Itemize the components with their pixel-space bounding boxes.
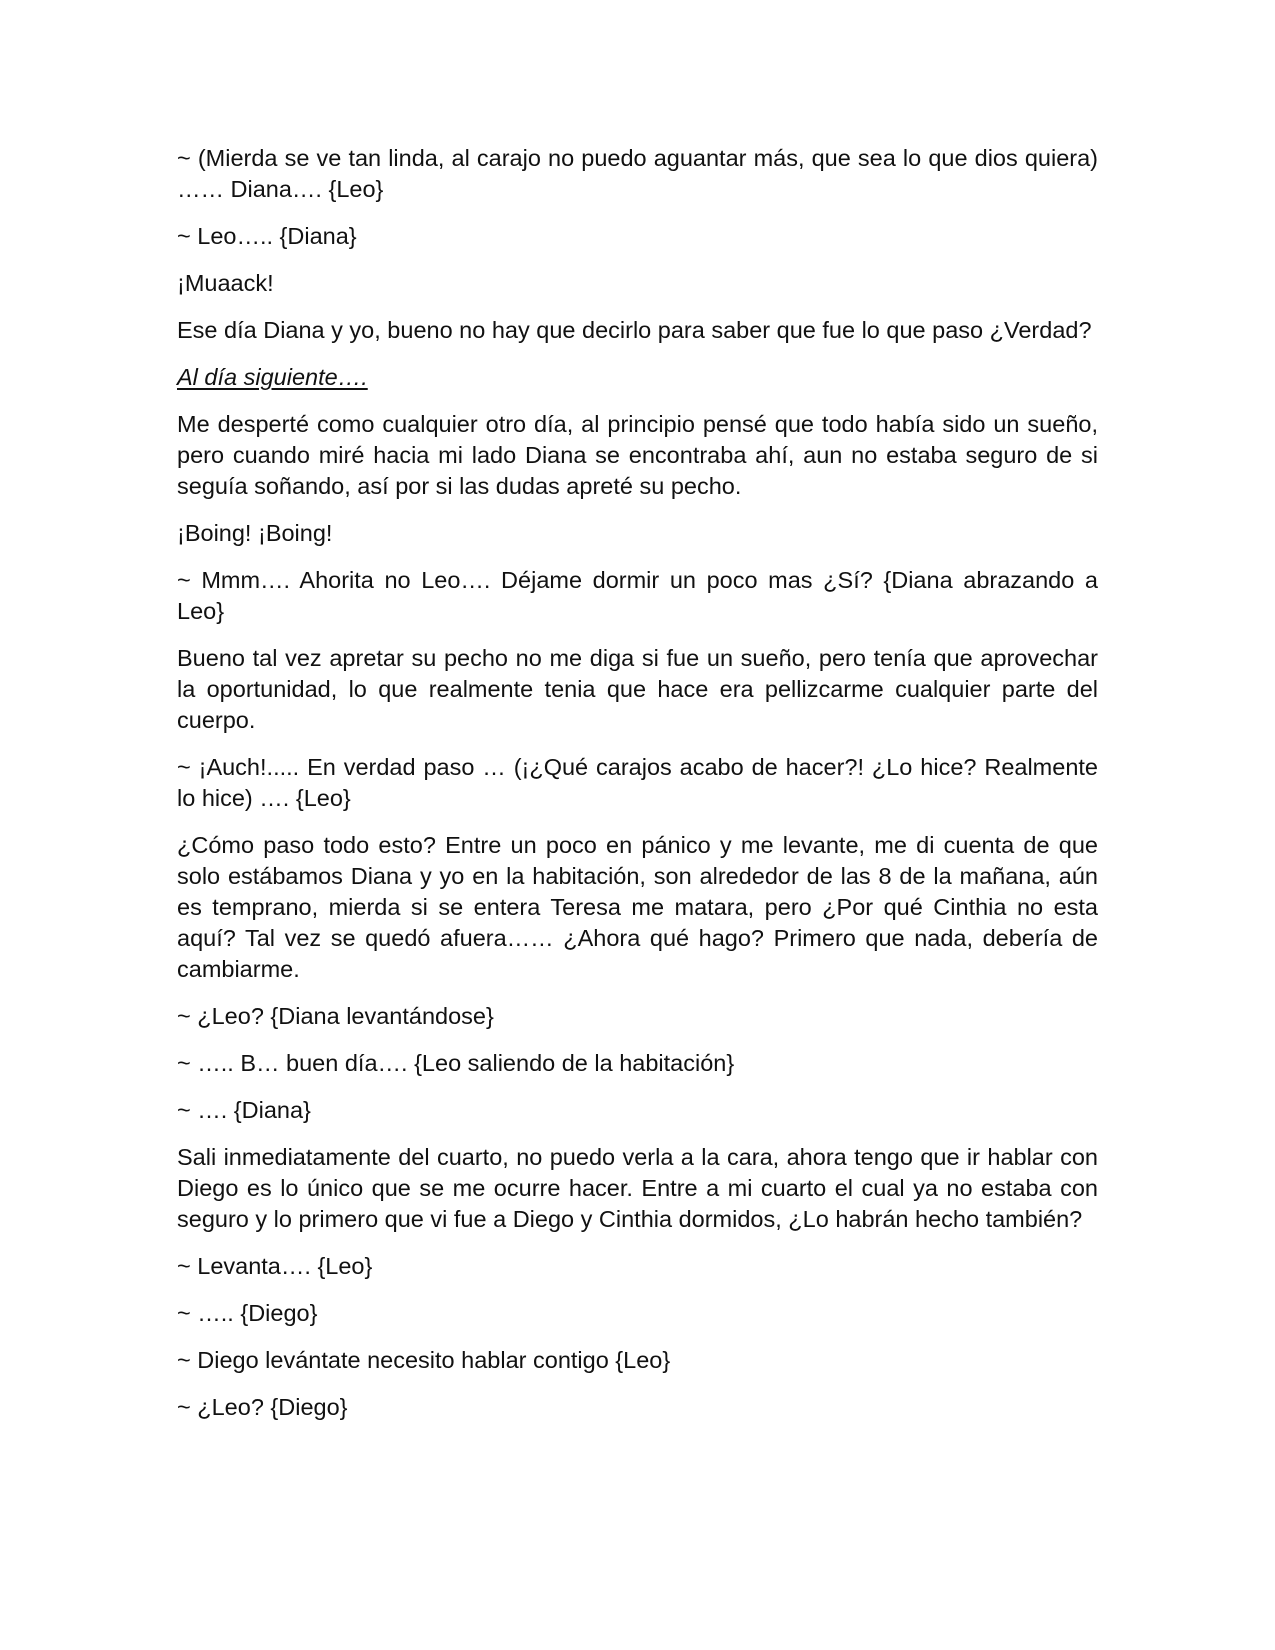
sound-effect: ¡Muaack! <box>177 270 274 296</box>
dialogue-line: ~ ¡Auch!..... En verdad paso … (¡¿Qué carajos acabo de hacer?! ¿Lo hice? Realmente lo hice) …. {Leo} <box>177 754 1098 811</box>
dialogue-line: ~ ¿Leo? {Diego} <box>177 1394 348 1420</box>
dialogue-line: ~ (Mierda se ve tan linda, al carajo no puedo aguantar más, que sea lo que dios quiera) …… Diana…. {Leo} <box>177 145 1098 202</box>
narration-paragraph: Sali inmediatamente del cuarto, no puedo verla a la cara, ahora tengo que ir hablar con Diego es lo único que se me ocurre hacer. Entre a mi cuarto el cual ya no estaba con seguro y lo primero que vi fue a Diego y Cinthia dormidos, ¿Lo habrán hecho también? <box>177 1144 1098 1232</box>
dialogue-line: ~ Mmm…. Ahorita no Leo…. Déjame dormir un poco mas ¿Sí? {Diana abrazando a Leo} <box>177 567 1098 624</box>
narration-paragraph: Me desperté como cualquier otro día, al principio pensé que todo había sido un sueño, pero cuando miré hacia mi lado Diana se encontraba ahí, aun no estaba seguro de si seguía soñando, así por si las dudas apreté su pecho. <box>177 411 1098 499</box>
dialogue-line: ~ ….. B… buen día…. {Leo saliendo de la habitación} <box>177 1050 735 1076</box>
document-page <box>177 143 1098 1439</box>
dialogue-line: ~ ¿Leo? {Diana levantándose} <box>177 1003 494 1029</box>
scene-heading: Al día siguiente…. <box>177 364 368 390</box>
narration-paragraph: Bueno tal vez apretar su pecho no me diga si fue un sueño, pero tenía que aprovechar la oportunidad, lo que realmente tenia que hace era pellizcarme cualquier parte del cuerpo. <box>177 645 1098 733</box>
narration-paragraph: Ese día Diana y yo, bueno no hay que decirlo para saber que fue lo que paso ¿Verdad? <box>177 317 1092 343</box>
dialogue-line: ~ …. {Diana} <box>177 1097 311 1123</box>
dialogue-line: ~ ….. {Diego} <box>177 1300 318 1326</box>
dialogue-line: ~ Levanta…. {Leo} <box>177 1253 373 1279</box>
narration-paragraph: ¿Cómo paso todo esto? Entre un poco en pánico y me levante, me di cuenta de que solo estábamos Diana y yo en la habitación, son alrededor de las 8 de la mañana, aún es temprano, mierda si se entera Teresa me matara, pero ¿Por qué Cinthia no esta aquí? Tal vez se quedó afuera…… ¿Ahora qué hago? Primero que nada, debería de cambiarme. <box>177 832 1098 982</box>
dialogue-line: ~ Diego levántate necesito hablar contigo {Leo} <box>177 1347 671 1373</box>
dialogue-line: ~ Leo….. {Diana} <box>177 223 357 249</box>
sound-effect: ¡Boing! ¡Boing! <box>177 520 333 546</box>
